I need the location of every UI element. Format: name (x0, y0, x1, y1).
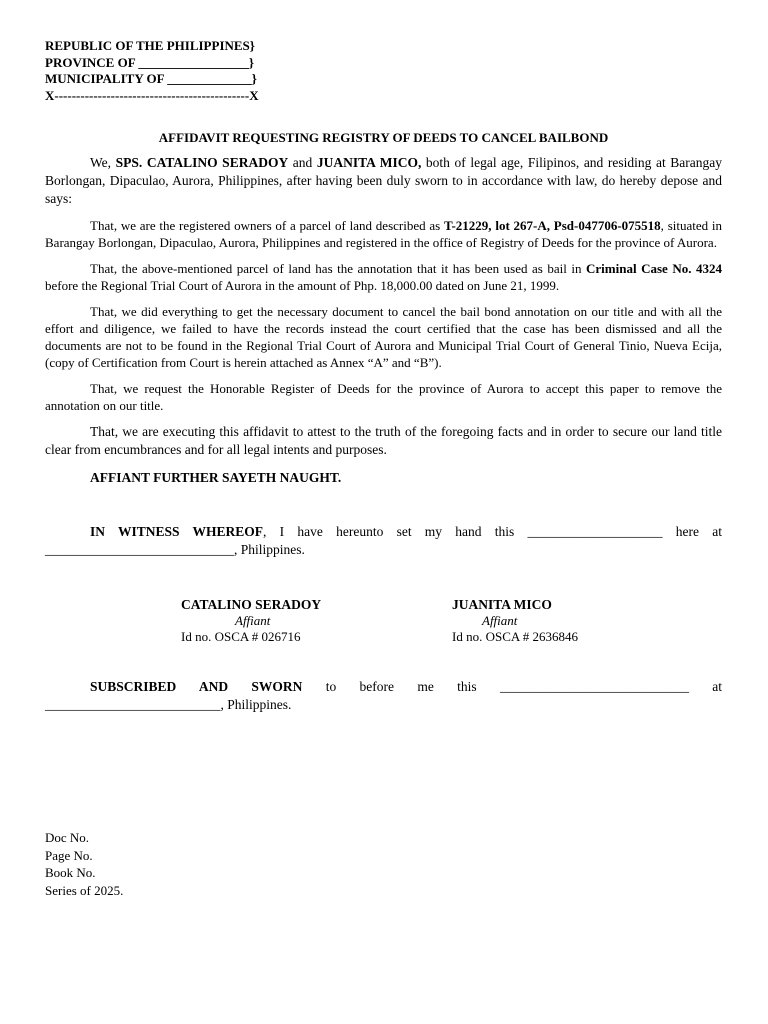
signature-block (45, 597, 722, 647)
affiant-role: Affiant (482, 613, 518, 628)
ownership-text-c: , situated in Barangay Borlongan, Dipaculao, Aurora, Philippines and registered in the office of Registry of Deeds for the province of Aurora. (45, 218, 723, 250)
paragraph-request: That, we request the Honorable Register of Deeds for the province of Aurora to accept this paper to remove the annotation on our title. (45, 381, 722, 413)
subscribed-sworn-bold: SUBSCRIBED AND SWORN (90, 679, 303, 694)
intro-and: and (288, 155, 317, 170)
header-separator: X---------------------------------------------X (45, 87, 259, 103)
document-header (45, 38, 722, 104)
notarial-footer (45, 829, 123, 899)
paragraph-purpose: That, we are executing this affidavit to attest to the truth of the foregoing facts and in order to secure our land title clear from encumbrances and for all legal intents and purposes. (45, 424, 722, 457)
intro-we: We, (90, 155, 116, 170)
witness-text: , I have hereunto set my hand this ____________________ here at ____________________________, Philippines. (45, 524, 722, 557)
witness-whereof: IN WITNESS WHEREOF (90, 524, 264, 539)
paragraph-ownership (45, 217, 722, 251)
affiant-role: Affiant (235, 613, 271, 628)
intro-name-1: SPS. CATALINO SERADOY (115, 155, 289, 170)
subscribed-sworn-line (45, 678, 722, 696)
affidavit-document (45, 38, 722, 714)
subscribed-sworn-line-2: __________________________, Philippines. (45, 697, 292, 712)
criminal-case-number: Criminal Case No. 4324 (586, 261, 722, 276)
document-title: AFFIDAVIT REQUESTING REGISTRY OF DEEDS TO CANCEL BAILBOND (158, 130, 609, 145)
paragraph-diligence: That, we did everything to get the necessary document to cancel the bail bond annotation on our title and with all the effort and diligence, we failed to have the records instead the court certified that the case has been dismissed and all the documents are not to be found in the Regional Trial Court of Aurora and Municipal Trial Court of General Tinio, Nueva Ecija, (copy of Certification from Court is herein attached as Annex “A” and “B”). (45, 304, 722, 370)
affiant-signature-1 (181, 597, 321, 645)
title-number: T-21229, lot 267-A, Psd-047706-075518 (444, 218, 661, 233)
annotation-text-a: That, the above-mentioned parcel of land has the annotation that it has been used as bail in (90, 261, 586, 276)
book-number: Book No. (45, 865, 96, 880)
ownership-text-a: That, we are the registered owners of a parcel of land described as (90, 218, 444, 233)
witness-paragraph (45, 523, 722, 559)
page-number: Page No. (45, 847, 93, 863)
affiant-signature-2 (452, 597, 578, 645)
intro-rest: both of legal age, Filipinos, and residing at Barangay Borlongan, Dipaculao, Aurora, Philippines, after having been duly sworn to in accordance with law, do hereby depose and says: (45, 155, 723, 206)
header-republic: REPUBLIC OF THE PHILIPPINES} (45, 38, 255, 53)
affiant-name: JUANITA MICO (452, 597, 552, 612)
affiant-id: Id no. OSCA # 2636846 (452, 629, 579, 644)
subscribed-sworn-text: to before me this ____________________________ at (302, 679, 723, 694)
header-municipality: MUNICIPALITY OF _____________} (45, 71, 257, 86)
affiant-name: CATALINO SERADOY (181, 597, 322, 612)
series-year: Series of 2025. (45, 882, 124, 898)
intro-name-2: JUANITA MICO, (316, 155, 422, 170)
affiant-id: Id no. OSCA # 026716 (181, 629, 301, 644)
annotation-text-c: before the Regional Trial Court of Aurora in the amount of Php. 18,000.00 dated on June 21, 1999. (45, 278, 560, 293)
intro-paragraph (45, 154, 722, 208)
paragraph-annotation (45, 260, 722, 294)
header-province: PROVINCE OF _________________} (45, 54, 255, 70)
doc-number: Doc No. (45, 830, 90, 845)
affiant-further-statement: AFFIANT FURTHER SAYETH NAUGHT. (90, 470, 342, 485)
